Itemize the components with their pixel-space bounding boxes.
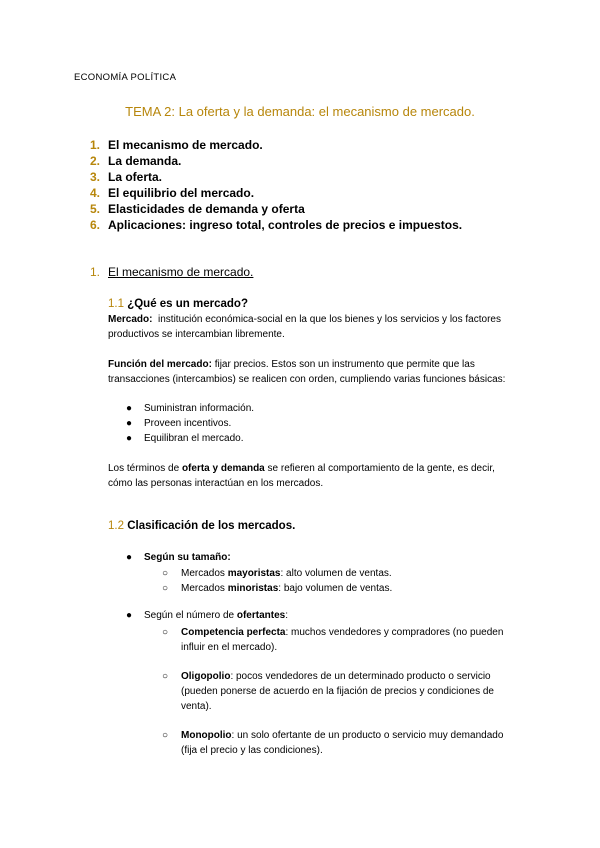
sub-bullet-post: : un solo ofertante de un producto o servicio muy demandado (fija el precio y las condiciones).: [181, 730, 504, 756]
bullet-text: Suministran información.: [144, 403, 255, 414]
sub-bullet-bold: Monopolio: [181, 730, 232, 741]
subsection-heading: [108, 298, 248, 310]
toc-item: [90, 218, 462, 232]
bullet-icon: ●: [126, 403, 133, 414]
bullet-icon: ●: [126, 610, 133, 621]
sub-bullet-item: [162, 728, 522, 758]
circle-bullet-icon: ○: [162, 627, 169, 638]
sub-bullet-bold: mayoristas: [227, 568, 281, 579]
sub-bullet-item: [162, 566, 522, 581]
sub-bullet-post: : bajo volumen de ventas.: [278, 583, 393, 594]
sub-bullet-bold: Oligopolio: [181, 671, 231, 682]
circle-bullet-icon: ○: [162, 568, 169, 579]
toc-label: El equilibrio del mercado.: [108, 186, 255, 200]
sub-bullet-pre: Mercados: [181, 583, 225, 594]
bullet-icon: ●: [126, 433, 133, 444]
toc-number: 4.: [90, 186, 101, 200]
bullet-text-bold: ofertantes: [236, 610, 286, 621]
subsection-title: Clasificación de los mercados.: [127, 520, 296, 532]
toc-number: 2.: [90, 154, 101, 168]
section-title: El mecanismo de mercado.: [108, 265, 254, 279]
sub-bullet-pre: Mercados: [181, 568, 225, 579]
section-heading: [90, 265, 253, 279]
bullet-text: Según su tamaño:: [144, 552, 231, 563]
toc-label: Aplicaciones: ingreso total, controles de precios e impuestos.: [108, 218, 463, 232]
subsection-number: 1.2: [108, 520, 124, 532]
circle-bullet-icon: ○: [162, 583, 169, 594]
circle-bullet-icon: ○: [162, 730, 169, 741]
closing-text-end: se refieren al comportamiento de la gente, es decir, cómo las personas interactúan en los mercados.: [108, 463, 495, 489]
closing-paragraph: [108, 461, 518, 491]
toc-item: [90, 186, 254, 200]
subsection-number: 1.1: [108, 298, 124, 310]
toc-number: 5.: [90, 202, 101, 216]
closing-text-start: Los términos de: [108, 463, 180, 474]
bullet-text: Proveen incentivos.: [144, 418, 232, 429]
toc-label: La oferta.: [108, 170, 163, 184]
toc-label: El mecanismo de mercado.: [108, 138, 263, 152]
definition-paragraph: [108, 312, 518, 342]
closing-bold: oferta y demanda: [181, 463, 265, 474]
definition-label: Mercado:: [108, 314, 153, 325]
sub-bullet-item: [162, 625, 522, 655]
bullet-text-pre: Según el número de: [144, 610, 235, 621]
sub-bullet-post: : alto volumen de ventas.: [280, 568, 392, 579]
function-label: Función del mercado:: [108, 359, 212, 370]
document-header: ECONOMÍA POLÍTICA: [74, 72, 177, 83]
sub-bullet-bold: minoristas: [227, 583, 279, 594]
definition-text: institución económica-social en la que los bienes y los servicios y los factores productivos se intercambian libremente.: [108, 314, 501, 340]
sub-bullet-item: [162, 581, 522, 596]
subsection-heading: [108, 520, 295, 532]
toc-label: La demanda.: [108, 154, 182, 168]
document-title: TEMA 2: La oferta y la demanda: el mecanismo de mercado.: [125, 104, 475, 119]
subsection-title: ¿Qué es un mercado?: [127, 298, 248, 310]
toc-item: [90, 138, 263, 152]
toc-number: 6.: [90, 218, 101, 232]
toc-item: [90, 170, 162, 184]
sub-bullet-item: [162, 669, 522, 714]
sub-bullet-bold: Competencia perfecta: [181, 627, 286, 638]
bullet-text: Equilibran el mercado.: [144, 433, 244, 444]
function-text: fijar precios. Estos son un instrumento que permite que las transacciones (intercambios) se realicen con orden, cumpliendo varias funciones básicas:: [108, 359, 506, 385]
bullet-icon: ●: [126, 552, 133, 563]
toc-item: [90, 154, 181, 168]
toc-label: Elasticidades de demanda y oferta: [108, 202, 305, 216]
bullet-icon: ●: [126, 418, 133, 429]
toc-number: 1.: [90, 138, 101, 152]
sub-bullet-post: : muchos vendedores y compradores (no pueden influir en el mercado).: [181, 627, 504, 653]
section-number: 1.: [90, 265, 101, 279]
function-paragraph: [108, 357, 518, 387]
circle-bullet-icon: ○: [162, 671, 169, 682]
sub-bullet-post: : pocos vendedores de un determinado producto o servicio (pueden ponerse de acuerdo en la fijación de precios y condiciones de venta).: [181, 671, 494, 712]
bullet-text-post: :: [285, 610, 288, 621]
toc-number: 3.: [90, 170, 101, 184]
toc-item: [90, 202, 305, 216]
